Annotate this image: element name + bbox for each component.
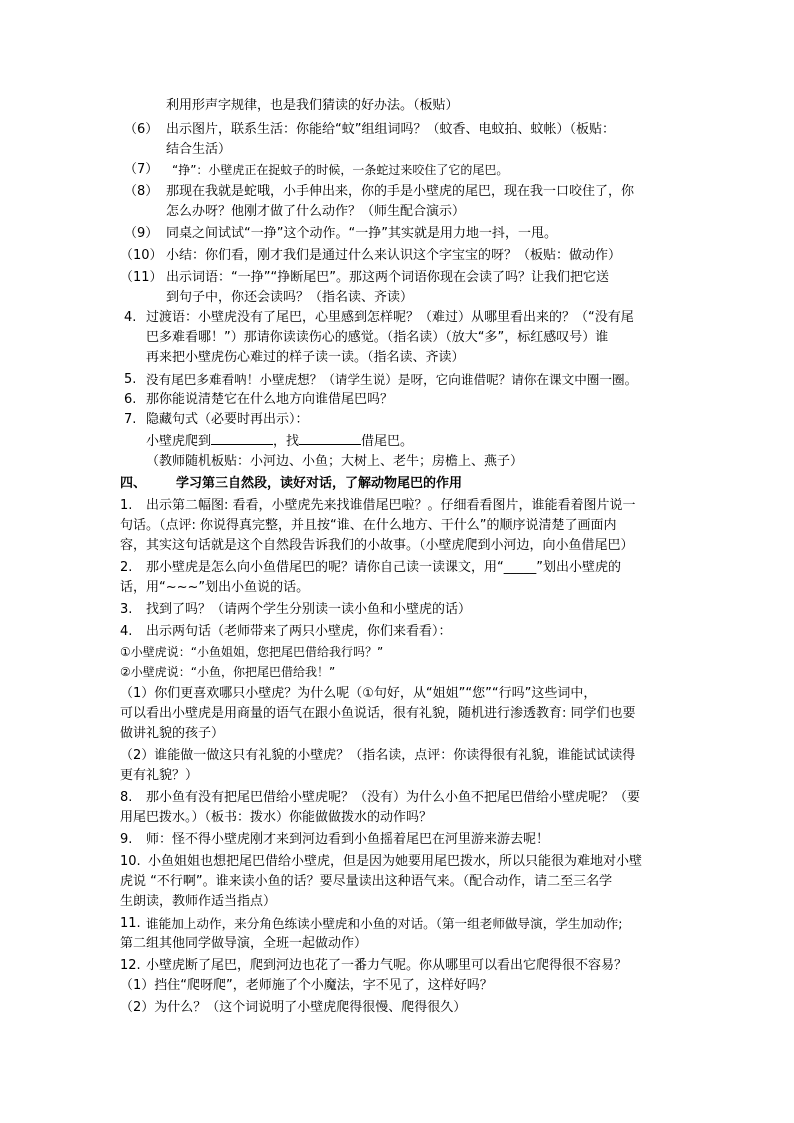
text-line: 那小鱼有没有把尾巴借给小壁虎呢？（没有）为什么小鱼不把尾巴借给小壁虎呢？（要 — [146, 790, 641, 805]
text-line: 隐藏句式（必要时再出示）： — [146, 412, 309, 427]
text-line: 没有尾巴多难看呐！小壁虎想？（请学生说）是呀，它向谁借呢？请你在课文中圈一圈。 — [146, 372, 638, 387]
item-number: （7） — [124, 162, 159, 177]
text-line: 师：怪不得小壁虎刚才来到河边看到小鱼摇着尾巴在河里游来游去呢！ — [146, 832, 550, 847]
section-number: 四、 — [120, 476, 147, 491]
text-line: 用尾巴拨水。）（板书：拨水）你能做做拨水的动作吗？ — [120, 810, 433, 825]
text-line: 生朗读，教师作适当指点） — [120, 894, 277, 909]
item-number: 4. — [120, 624, 133, 639]
text-line: 小结：你们看，刚才我们是通过什么来认识这个字宝宝的呀？（板贴：做动作） — [166, 248, 622, 263]
text-line: 利用形声字规律，也是我们猜读的好办法。（板贴） — [166, 98, 459, 113]
text-line: 话，用“~~~”划出小鱼说的话。 — [120, 580, 310, 595]
text-line: 更有礼貌？） — [120, 768, 199, 783]
text-line: （2）为什么？（这个词说明了小壁虎爬得很慢、爬得很久） — [120, 1000, 467, 1015]
text-line: 到句子中，你还会读吗？（指名读、齐读） — [166, 290, 414, 305]
blank-line — [211, 430, 273, 445]
fill-in-sentence — [146, 430, 413, 452]
text-line: 过渡语：小壁虎没有了尾巴，心里感到怎样呢？（难过）从哪里看出来的？（“没有尾 — [146, 310, 634, 325]
item-number: 1. — [120, 498, 133, 513]
text-line: 巴多难看哪！”）那请你读读伤心的感觉。（指名读）（放大“多”，标红感叹号）谁 — [146, 330, 609, 345]
text-line: ②小壁虎说：“小鱼，你把尾巴借给我！” — [120, 665, 336, 679]
text-line: 做讲礼貌的孩子） — [120, 726, 225, 741]
text-line: 出示两句话（老师带来了两只小壁虎，你们来看看）： — [146, 624, 452, 639]
item-number: 6. — [124, 392, 137, 407]
item-number: 11. — [120, 916, 141, 931]
text-line: 那你能说清楚它在什么地方向谁借尾巴吗？ — [146, 392, 394, 407]
item-number: 10. — [120, 854, 141, 869]
text-line: 出示图片，联系生活：你能给“蚊”组组词吗？（蚊香、电蚊拍、蚊帐）（板贴： — [166, 122, 615, 137]
text-line: 找到了吗？（请两个学生分别读一读小鱼和小壁虎的话） — [146, 602, 472, 617]
item-number: （8） — [124, 184, 159, 199]
sentence-part-b: ，找 — [273, 434, 300, 449]
text-line: 虎说 “不行啊”。谁来读小鱼的话？要尽量读出这种语气来。（配合动作，请二至三名学 — [120, 874, 613, 889]
text-line: 怎么办呀？他刚才做了什么动作？（师生配合演示） — [166, 204, 466, 219]
text-line: 那小壁虎是怎么向小鱼借尾巴的呢？请你自己读一读课文，用“_____”划出小壁虎的 — [146, 560, 621, 575]
text-line: “挣”：小壁虎正在捉蚊子的时候，一条蛇过来咬住了它的尾巴。 — [172, 163, 509, 177]
text-line: （1）挡住“爬呀爬”，老师施了个小魔法，字不见了，这样好吗？ — [120, 978, 493, 993]
item-number: 4. — [124, 310, 137, 325]
text-line: 出示词语：“一挣”“挣断尾巴”。那这两个词语你现在会读了吗？让我们把它送 — [166, 270, 609, 285]
text-line: 句话。（点评: 你说得真完整，并且按“谁、在什么地方、干什么”的顺序说清楚了画面内 — [120, 518, 617, 533]
text-line: 小鱼姐姐也想把尾巴借给小壁虎，但是因为她要用尾巴拨水，所以只能很为难地对小壁 — [148, 854, 643, 869]
item-number: 2. — [120, 560, 133, 575]
item-number: 5. — [124, 372, 137, 387]
item-number: 12. — [120, 958, 141, 973]
sentence-part-c: 借尾巴。 — [361, 434, 414, 449]
item-number: （11） — [120, 270, 163, 285]
text-line: 第二组其他同学做导演，全班一起做动作） — [120, 936, 368, 951]
text-line: （2）谁能做一做这只有礼貌的小壁虎？（指名读，点评：你读得很有礼貌，谁能试试读得 — [120, 748, 636, 763]
item-number: 7. — [124, 412, 137, 427]
blank-line — [299, 430, 361, 445]
text-line: 再来把小壁虎伤心难过的样子读一读。（指名读、齐读） — [146, 350, 465, 365]
text-line: 谁能加上动作，来分角色练读小壁虎和小鱼的对话。（第一组老师做导演，学生加动作; — [146, 916, 623, 931]
sentence-part-a: 小壁虎爬到 — [146, 434, 212, 449]
text-line: 出示第二幅图: 看看，小壁虎先来找谁借尾巴啦？。仔细看看图片，谁能看着图片说一 — [146, 498, 636, 513]
item-number: 3. — [120, 602, 133, 617]
item-number: （6） — [124, 122, 159, 137]
text-line: 结合生活） — [166, 142, 232, 157]
section-heading: 学习第三自然段，读好对话，了解动物尾巴的作用 — [176, 476, 463, 491]
text-line: ①小壁虎说：“小鱼姐姐，您把尾巴借给我行吗？” — [120, 645, 384, 659]
text-line: 小壁虎断了尾巴，爬到河边也花了一番力气呢。你从哪里可以看出它爬得很不容易？ — [146, 958, 628, 973]
item-number: 8. — [120, 790, 133, 805]
text-line: 可以看出小壁虎是用商量的语气在跟小鱼说话，很有礼貌，随机进行渗透教育: 同学们也要 — [120, 706, 636, 721]
text-line: （1）你们更喜欢哪只小壁虎？为什么呢（①句好，从“姐姐”“您”“行吗”这些词中， — [120, 686, 597, 701]
text-line: 那现在我就是蛇哦，小手伸出来，你的手是小壁虎的尾巴，现在我一口咬住了，你 — [166, 184, 635, 199]
text-line: （教师随机板贴：小河边、小鱼；大树上、老牛；房檐上、燕子） — [146, 454, 524, 469]
text-line: 容，其实这句话就是这个自然段告诉我们的小故事。（小壁虎爬到小河边，向小鱼借尾巴） — [120, 538, 634, 553]
text-line: 同桌之间试试“一挣”这个动作。“一挣”其实就是用力地一抖，一甩。 — [166, 226, 557, 241]
item-number: （9） — [124, 226, 159, 241]
item-number: （10） — [120, 248, 163, 263]
item-number: 9. — [120, 832, 133, 847]
